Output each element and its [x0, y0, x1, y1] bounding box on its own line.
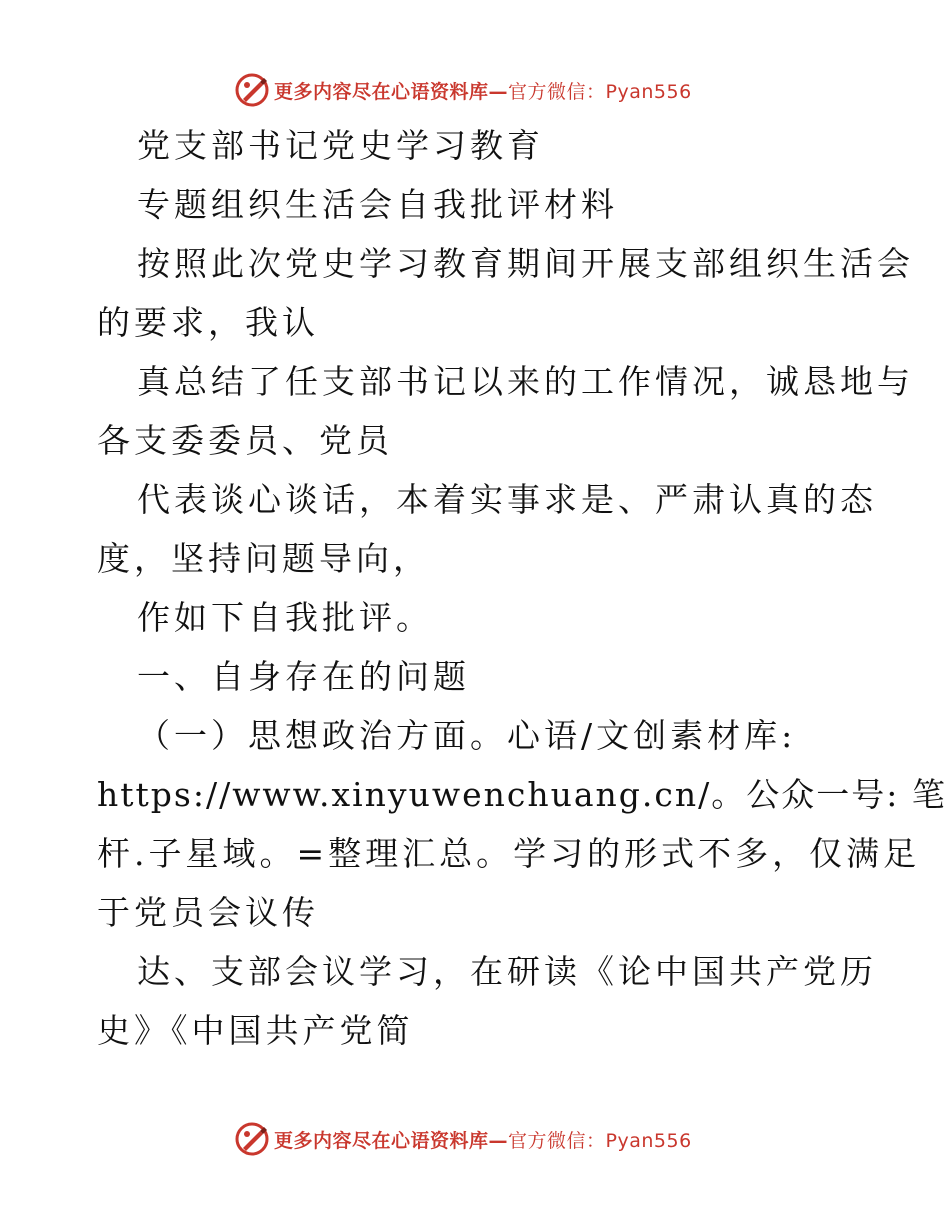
paragraph-line: 作如下自我批评。	[137, 598, 433, 637]
banner-text: 更多内容尽在心语资料库—	[274, 1129, 509, 1152]
paragraph-line: 度，坚持问题导向，	[97, 539, 430, 578]
paragraph-line: 于党员会议传	[97, 893, 319, 932]
paragraph-line: 杆.子星域。=整理汇总。学习的形式不多，仅满足	[97, 834, 921, 873]
paragraph-line: 代表谈心谈话，本着实事求是、严肃认真的态	[137, 480, 877, 519]
document-title: 党支部书记党史学习教育	[137, 126, 544, 165]
subsection-heading: （一）思想政治方面。心语/文创素材库:	[137, 716, 797, 755]
banner-text: 更多内容尽在心语资料库—	[274, 80, 509, 103]
section-heading: 一、自身存在的问题	[137, 657, 470, 696]
banner-contact: 官方微信：Pyan556	[508, 80, 692, 103]
paragraph-line: 达、支部会议学习，在研读《论中国共产党历	[137, 952, 877, 991]
paragraph-line: 各支委委员、党员	[97, 421, 393, 460]
document-subtitle: 专题组织生活会自我批评材料	[137, 185, 618, 224]
footer-banner	[234, 1121, 692, 1157]
logo-icon	[234, 1121, 270, 1157]
banner-contact: 官方微信：Pyan556	[508, 1129, 692, 1152]
paragraph-line: 史》《中国共产党简	[97, 1011, 414, 1050]
paragraph-line: 按照此次党史学习教育期间开展支部组织生活会	[137, 244, 914, 283]
logo-icon	[234, 72, 270, 108]
paragraph-line: 真总结了任支部书记以来的工作情况，诚恳地与	[137, 362, 914, 401]
header-banner	[234, 72, 692, 108]
document-body	[97, 116, 947, 1060]
paragraph-line: 的要求，我认	[97, 303, 319, 342]
paragraph-line: https://www.xinyuwenchuang.cn/。公众一号: 笔	[97, 775, 947, 814]
